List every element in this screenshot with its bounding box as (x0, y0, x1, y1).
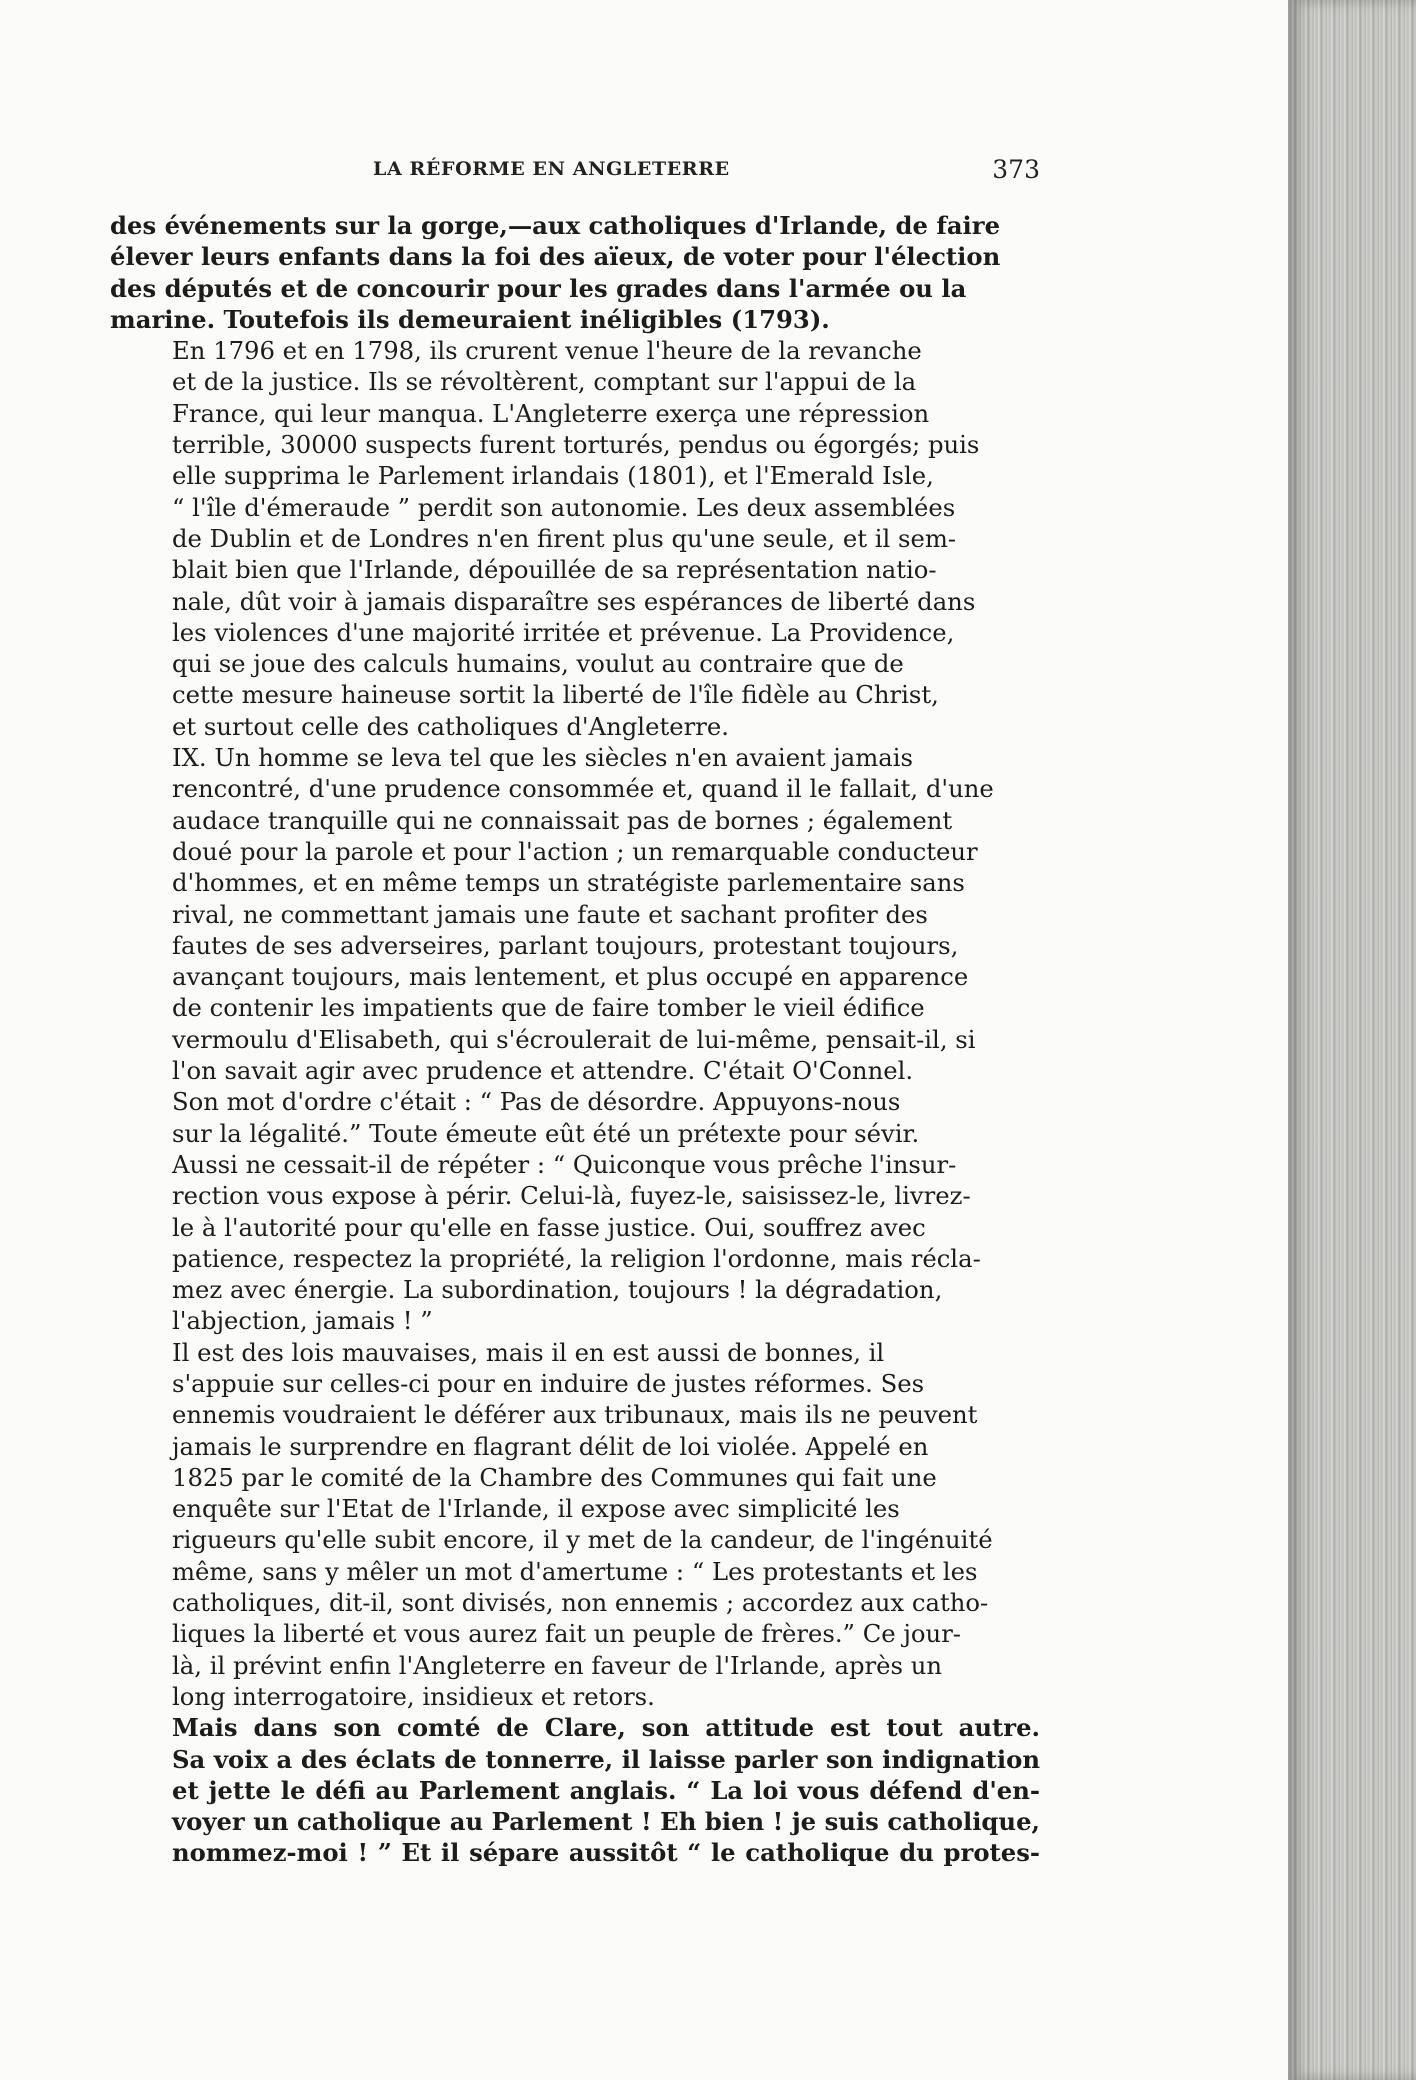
text-line: élever leurs enfants dans la foi des aïeux, de voter pour l'élection (110, 242, 1001, 272)
text-line: jamais le surprendre en flagrant délit de loi violée. Appelé en (172, 1431, 929, 1461)
text-line: Il est des lois mauvaises, mais il en est aussi de bonnes, il (172, 1337, 885, 1367)
text-line: des événements sur la gorge,—aux catholiques d'Irlande, de faire (110, 211, 1001, 240)
text-line: patience, respectez la propriété, la religion l'ordonne, mais récla- (172, 1243, 981, 1273)
text-line: audace tranquille qui ne connaissait pas de bornes ; également (172, 805, 953, 835)
text-line: Mais dans son comté de Clare, son attitude est tout autre. (172, 1713, 1040, 1743)
text-line: Son mot d'ordre c'était : “ Pas de désordre. Appuyons-nous (172, 1087, 901, 1117)
text-line: cette mesure haineuse sortit la liberté de l'île fidèle au Christ, (172, 680, 939, 710)
text-line: elle supprima le Parlement irlandais (1801), et l'Emerald Isle, (172, 461, 934, 491)
text-line: 1825 par le comité de la Chambre des Communes qui fait une (172, 1462, 937, 1492)
running-title: LA RÉFORME EN ANGLETERRE (373, 158, 730, 180)
text-line: voyer un catholique au Parlement ! Eh bien ! je suis catholique, (172, 1807, 1040, 1837)
text-line: s'appuie sur celles-ci pour en induire de justes réformes. Ses (172, 1368, 925, 1398)
paragraph-1 (110, 210, 1040, 335)
text-line: et surtout celle des catholiques d'Angleterre. (172, 711, 729, 741)
text-line: blait bien que l'Irlande, dépouillée de sa représentation natio- (172, 555, 937, 585)
text-line: terrible, 30000 suspects furent torturés, pendus ou égorgés; puis (172, 430, 980, 460)
text-line: là, il prévint enfin l'Angleterre en faveur de l'Irlande, après un (172, 1650, 943, 1680)
text-line: long interrogatoire, insidieux et retors. (172, 1681, 655, 1711)
text-line: et de la justice. Ils se révoltèrent, comptant sur l'appui de la (172, 367, 917, 397)
text-line: enquête sur l'Etat de l'Irlande, il expose avec simplicité les (172, 1494, 900, 1524)
text-line: des députés et de concourir pour les grades dans l'armée ou la (110, 273, 967, 303)
text-line: rigueurs qu'elle subit encore, il y met de la candeur, de l'ingénuité (172, 1525, 993, 1555)
text-line: de contenir les impatients que de faire tomber le vieil édifice (172, 993, 925, 1023)
text-line: l'abjection, jamais ! ” (172, 1306, 433, 1336)
text-line: même, sans y mêler un mot d'amertume : “ Les protestants et les (172, 1556, 978, 1586)
text-line: sur la légalité.” Toute émeute eût été un prétexte pour sévir. (172, 1118, 920, 1148)
text-line: catholiques, dit-il, sont divisés, non ennemis ; accordez aux catho- (172, 1588, 989, 1618)
text-line: En 1796 et en 1798, ils crurent venue l'heure de la revanche (172, 336, 922, 366)
text-line: ennemis voudraient le déférer aux tribunaux, mais ils ne peuvent (172, 1400, 978, 1430)
book-page-edges (1288, 0, 1416, 2080)
text-line: et jette le défi au Parlement anglais. “ La loi vous défend d'en- (172, 1775, 1040, 1805)
text-line: Sa voix a des éclats de tonnerre, il laisse parler son indignation (172, 1744, 1040, 1774)
text-line: l'on savait agir avec prudence et attendre. C'était O'Connel. (172, 1056, 914, 1086)
text-line: marine. Toutefois ils demeuraient inéligibles (1793). (110, 304, 830, 334)
text-line: de Dublin et de Londres n'en firent plus qu'une seule, et il sem- (172, 523, 957, 553)
page-number: 373 (992, 155, 1040, 184)
text-line: IX. Un homme se leva tel que les siècles n'en avaient jamais (172, 743, 913, 773)
page-header (173, 155, 1040, 198)
text-line: avançant toujours, mais lentement, et plus occupé en apparence (172, 962, 969, 992)
paragraph-4 (110, 1086, 1040, 1336)
text-line: rection vous expose à périr. Celui-là, fuyez-le, saisissez-le, livrez- (172, 1181, 971, 1211)
text-line: d'hommes, et en même temps un stratégiste parlementaire sans (172, 868, 965, 898)
text-line: liques la liberté et vous aurez fait un peuple de frères.” Ce jour- (172, 1619, 962, 1649)
paragraph-3 (110, 742, 1040, 1086)
text-line: les violences d'une majorité irritée et prévenue. La Providence, (172, 617, 955, 647)
text-line: rival, ne commettant jamais une faute et sachant profiter des (172, 899, 928, 929)
text-line: le à l'autorité pour qu'elle en fasse justice. Oui, souffrez avec (172, 1212, 926, 1242)
text-line: vermoulu d'Elisabeth, qui s'écroulerait de lui-même, pensait-il, si (172, 1024, 976, 1054)
text-line: Aussi ne cessait-il de répéter : “ Quiconque vous prêche l'insur- (172, 1149, 957, 1179)
text-line: France, qui leur manqua. L'Angleterre exerça une répression (172, 398, 930, 428)
text-line: rencontré, d'une prudence consommée et, quand il le fallait, d'une (172, 774, 994, 804)
text-line: nommez-moi ! ” Et il sépare aussitôt “ le catholique du protes- (172, 1838, 1040, 1868)
text-line: qui se joue des calculs humains, voulut au contraire que de (172, 649, 904, 679)
text-line: nale, dût voir à jamais disparaître ses espérances de liberté dans (172, 586, 976, 616)
body-text (110, 210, 1040, 1869)
text-line: doué pour la parole et pour l'action ; un remarquable conducteur (172, 836, 978, 866)
paragraph-2 (110, 335, 1040, 742)
paragraph-6 (110, 1712, 1040, 1868)
paragraph-5 (110, 1337, 1040, 1713)
text-line: mez avec énergie. La subordination, toujours ! la dégradation, (172, 1275, 943, 1305)
text-line: “ l'île d'émeraude ” perdit son autonomie. Les deux assemblées (172, 492, 956, 522)
text-line: fautes de ses adverseires, parlant toujours, protestant toujours, (172, 930, 959, 960)
